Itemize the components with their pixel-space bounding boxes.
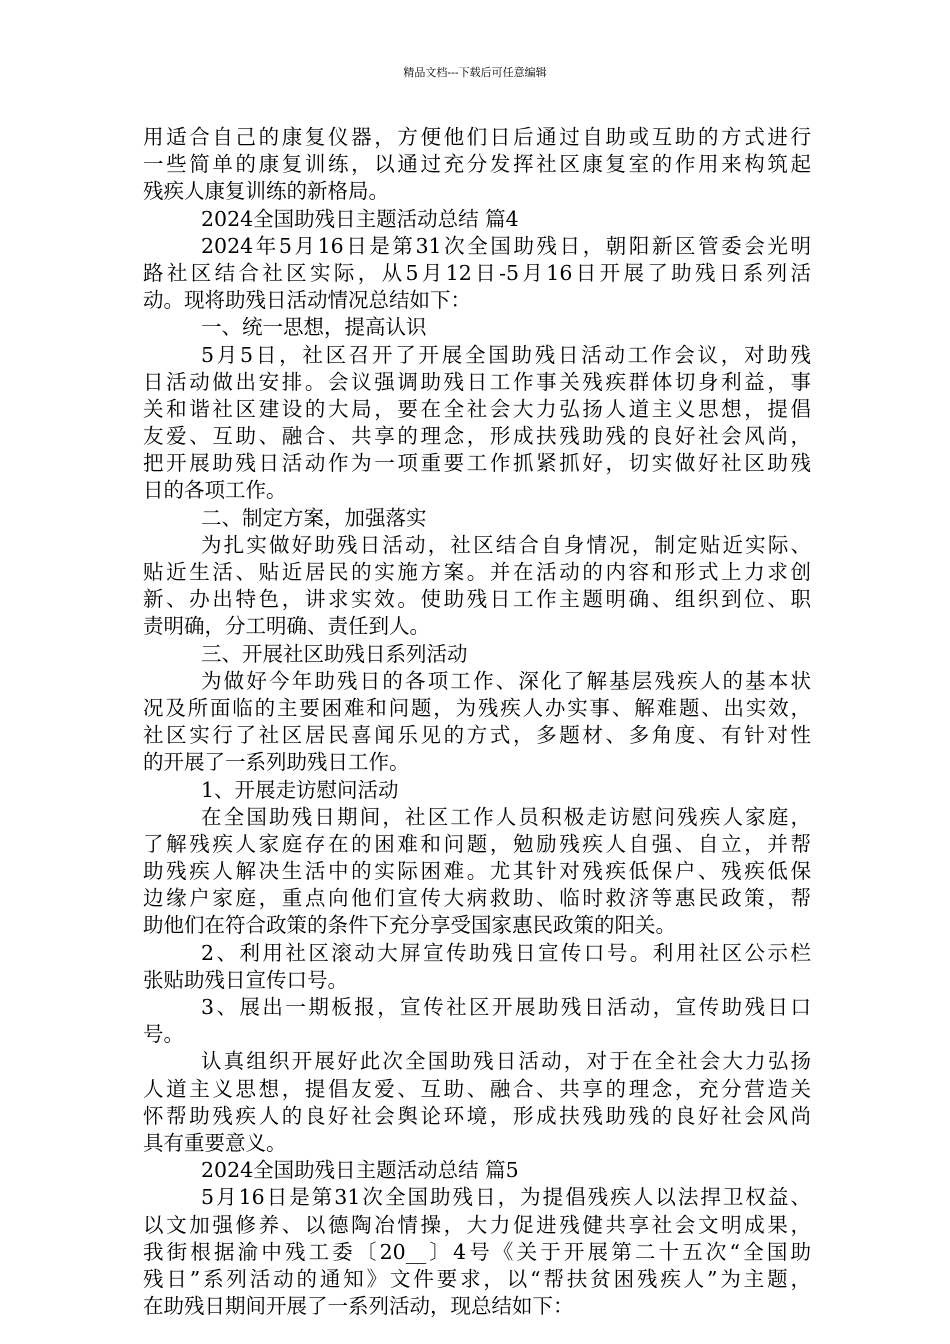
page-header: 精品文档---下载后可任意编辑 (403, 66, 547, 79)
text-line: 3、展出一期板报，宣传社区开展助残日活动，宣传助残日口 (201, 995, 811, 1019)
text-line: 5月16日是第31次全国助残日，为提倡残疾人以法捍卫权益、 (201, 1185, 811, 1210)
text-line: 号。 (143, 1022, 184, 1047)
text-line: 张贴助残日宣传口号。 (143, 967, 348, 992)
text-line: 友爱、互助、融合、共享的理念，形成扶残助残的良好社会风尚， (143, 424, 811, 449)
text-line: 况及所面临的主要困难和问题，为残疾人办实事、解难题、出实效， (143, 695, 811, 720)
text-line: 一、统一思想，提高认识 (201, 315, 427, 340)
text-line: 人道主义思想，提倡友爱、互助、融合、共享的理念，充分营造关 (143, 1076, 811, 1101)
text-line: 用适合自己的康复仪器，方便他们日后通过自助或互助的方式进行 (143, 125, 811, 149)
text-line: 助残疾人解决生活中的实际困难。尤其针对残疾低保户、残疾低保 (143, 859, 811, 884)
text-line: 社区实行了社区居民喜闻乐见的方式，多题材、多角度、有针对性 (143, 723, 811, 748)
text-line: 我街根据渝中残工委〔20__〕4号《关于开展第二十五次“全国助 (143, 1239, 811, 1264)
text-line: 为做好今年助残日的各项工作、深化了解基层残疾人的基本状 (201, 668, 811, 693)
text-line: 日的各项工作。 (143, 478, 287, 503)
text-line: 二、制定方案，加强落实 (201, 505, 427, 530)
text-line: 三、开展社区助残日系列活动 (201, 641, 468, 666)
text-line: 2024全国助残日主题活动总结 篇4 (201, 206, 519, 231)
text-line: 了解残疾人家庭存在的困难和问题，勉励残疾人自强、自立，并帮 (143, 831, 811, 856)
text-line: 残日”系列活动的通知》文件要求，以“帮扶贫困残疾人”为主题， (143, 1266, 811, 1291)
text-line: 一些简单的康复训练，以通过充分发挥社区康复室的作用来构筑起 (143, 152, 811, 177)
text-line: 新、办出特色，讲求实效。使助残日工作主题明确、组织到位、职 (143, 587, 811, 612)
text-line: 在全国助残日期间，社区工作人员积极走访慰问残疾人家庭， (201, 804, 811, 829)
text-line: 路社区结合社区实际，从5月12日-5月16日开展了助残日系列活 (143, 260, 811, 285)
text-line: 日活动做出安排。会议强调助残日工作事关残疾群体切身利益，事 (143, 369, 811, 394)
text-line: 具有重要意义。 (143, 1130, 287, 1155)
text-line: 贴近生活、贴近居民的实施方案。并在活动的内容和形式上力求创 (143, 560, 811, 584)
text-line: 把开展助残日活动作为一项重要工作抓紧抓好，切实做好社区助残 (143, 451, 811, 476)
text-line: 认真组织开展好此次全国助残日活动，对于在全社会大力弘扬 (201, 1049, 811, 1074)
text-line: 怀帮助残疾人的良好社会舆论环境，形成扶残助残的良好社会风尚 (143, 1103, 811, 1128)
document-body (143, 124, 811, 1320)
text-line: 为扎实做好助残日活动，社区结合自身情况，制定贴近实际、 (201, 532, 811, 557)
text-line: 的开展了一系列助残日工作。 (143, 750, 410, 775)
text-line: 5月5日，社区召开了开展全国助残日活动工作会议，对助残 (201, 342, 811, 367)
text-line: 2、利用社区滚动大屏宣传助残日宣传口号。利用社区公示栏 (201, 940, 811, 965)
text-line: 责明确，分工明确、责任到人。 (143, 614, 430, 639)
text-line: 1、开展走访慰问活动 (201, 777, 399, 802)
text-line: 残疾人康复训练的新格局。 (143, 179, 389, 204)
text-line: 边缘户家庭，重点向他们宣传大病救助、临时救济等惠民政策，帮 (143, 886, 811, 911)
text-line: 关和谐社区建设的大局，要在全社会大力弘扬人道主义思想，提倡 (143, 396, 811, 421)
text-line: 2024年5月16日是第31次全国助残日，朝阳新区管委会光明 (201, 233, 811, 258)
text-line: 2024全国助残日主题活动总结 篇5 (201, 1158, 519, 1183)
text-line: 以文加强修养、以德陶冶情操，大力促进残健共享社会文明成果， (143, 1212, 811, 1237)
text-line: 动。现将助残日活动情况总结如下： (143, 288, 471, 313)
text-line: 在助残日期间开展了一系列活动，现总结如下： (143, 1294, 574, 1319)
text-line: 助他们在符合政策的条件下充分享受国家惠民政策的阳关。 (143, 913, 676, 938)
